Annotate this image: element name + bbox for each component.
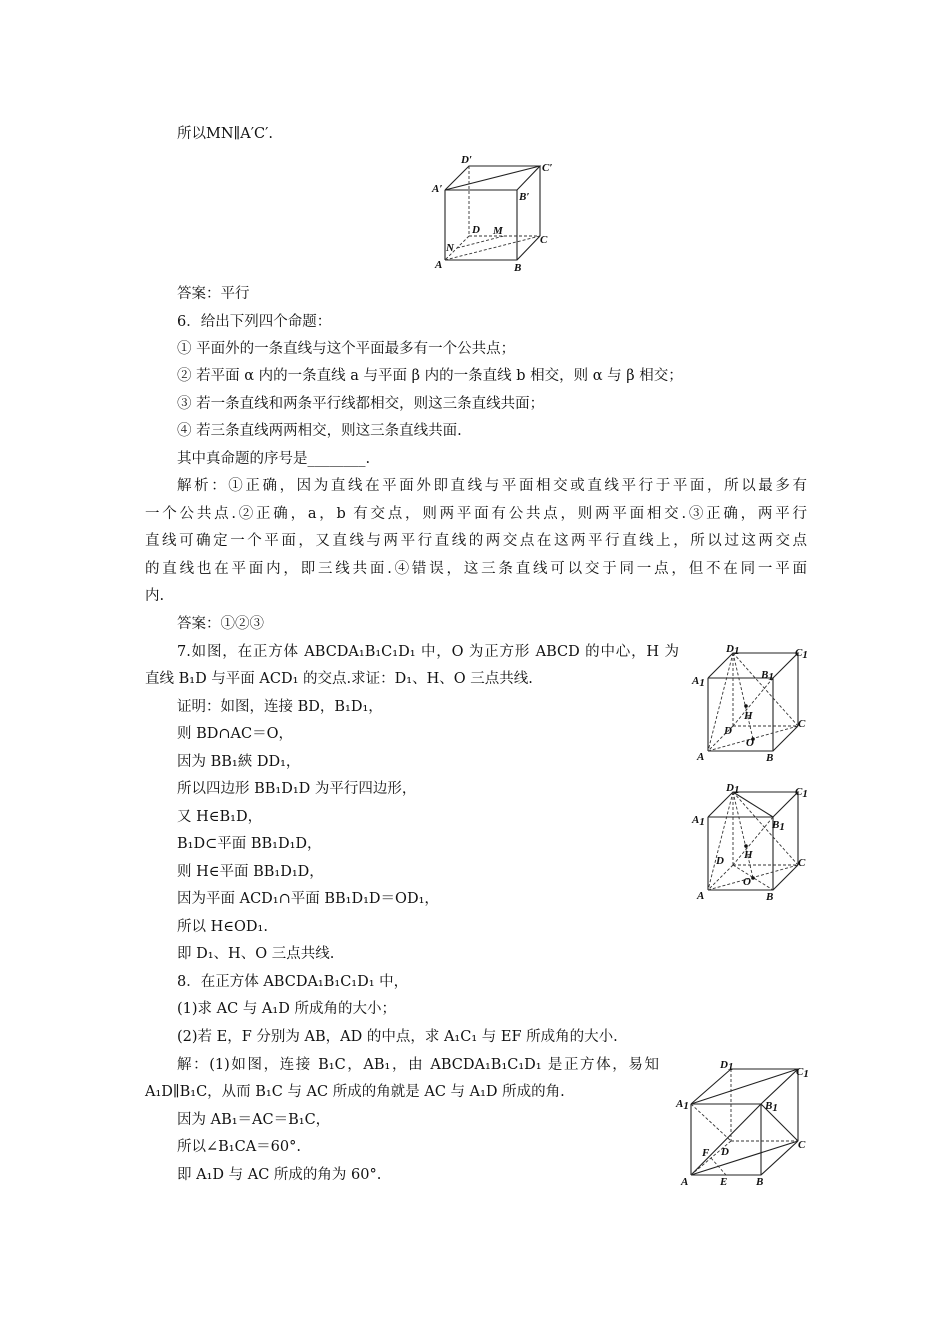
text-line: ④ 若三条直线两两相交，则这三条直线共面.	[177, 423, 462, 439]
label-O: O	[743, 876, 751, 888]
label-A1: A1	[692, 814, 705, 828]
label-D1: D1	[726, 782, 740, 796]
label-C1: C1	[795, 647, 808, 661]
text-line: 因为 BB₁綊 DD₁，	[177, 754, 301, 770]
label-D: D	[716, 855, 724, 867]
text-line: 证明：如图，连接 BD，B₁D₁，	[177, 699, 383, 715]
label-C: C	[798, 1139, 806, 1151]
text-line: 答案：①②③	[177, 616, 264, 632]
text-line: 6．给出下列四个命题：	[177, 314, 332, 330]
label-D: D	[724, 725, 732, 737]
label-D: D	[721, 1146, 729, 1158]
text-line: (1)求 AC 与 A₁D 所成角的大小；	[177, 1001, 396, 1017]
label-B1: B′	[519, 191, 530, 203]
text-line: 内.	[145, 588, 165, 604]
label-A1: A′	[432, 183, 443, 195]
label-O: O	[746, 737, 754, 749]
text-line: 因为 AB₁＝AC＝B₁C，	[177, 1112, 331, 1128]
text-line: 所以∠B₁CA＝60°.	[177, 1139, 301, 1155]
text-line: ③ 若一条直线和两条平行线都相交，则这三条直线共面；	[177, 396, 545, 412]
label-D1: D1	[726, 643, 740, 657]
label-D1: D1	[720, 1059, 734, 1073]
text-line: ① 平面外的一条直线与这个平面最多有一个公共点；	[177, 341, 516, 357]
text-line: 所以四边形 BB₁D₁D 为平行四边形，	[177, 781, 417, 797]
text-line: 因为平面 ACD₁∩平面 BB₁D₁D＝OD₁，	[177, 891, 439, 907]
text-line: 解析：①正确，因为直线在平面外即直线与平面相交或直线平行于平面，所以最多有	[177, 478, 807, 494]
cube-figure-3	[688, 782, 813, 902]
label-F: F	[702, 1147, 710, 1159]
label-C: C	[798, 857, 806, 869]
label-D1: D′	[461, 154, 473, 166]
label-B: B	[514, 262, 522, 274]
label-M: M	[493, 225, 503, 237]
text-line: 直线可确定一个平面，又直线与两平行直线的两交点在这两平行直线上，所以过这两交点	[145, 533, 807, 549]
label-H: H	[744, 849, 753, 861]
text-line: 则 BD∩AC＝O，	[177, 726, 293, 742]
label-B: B	[756, 1176, 764, 1188]
text-line: 答案：平行	[177, 286, 250, 302]
label-H: H	[744, 710, 753, 722]
label-A: A	[697, 751, 705, 763]
label-A: A	[697, 890, 705, 902]
text-line: (2)若 E，F 分别为 AB，AD 的中点，求 A₁C₁ 与 EF 所成角的大小.	[177, 1029, 618, 1045]
label-C: C	[798, 718, 806, 730]
text-line: 则 H∈平面 BB₁D₁D，	[177, 864, 324, 880]
label-E: E	[720, 1176, 728, 1188]
text-line: A₁D∥B₁C，从而 B₁C 与 AC 所成的角就是 AC 与 A₁D 所成的角.	[145, 1084, 565, 1100]
text-line: 一个公共点.②正确，a，b 有交点，则两平面有公共点，则两平面相交.③正确，两平行	[145, 506, 807, 522]
cube-figure-4	[676, 1057, 816, 1187]
label-C: C	[540, 234, 548, 246]
label-C1: C1	[796, 1066, 809, 1080]
text-line: 又 H∈B₁D，	[177, 809, 263, 825]
cube-figure-2	[688, 643, 813, 763]
label-A1: A1	[676, 1098, 689, 1112]
text-line: 即 D₁、H、O 三点共线.	[177, 946, 335, 962]
label-B1: B1	[772, 819, 785, 833]
label-B: B	[766, 752, 774, 764]
label-B1: B1	[761, 669, 774, 683]
text-line: ② 若平面 α 内的一条直线 a 与平面 β 内的一条直线 b 相交，则 α 与 β 相交；	[177, 368, 683, 384]
label-A: A	[681, 1176, 689, 1188]
label-A: A	[435, 259, 443, 271]
text-line: 所以MN∥A′C′.	[177, 126, 273, 142]
label-B1: B1	[765, 1100, 778, 1114]
text-line: B₁D⊂平面 BB₁D₁D，	[177, 836, 322, 852]
text-line: 所以 H∈OD₁.	[177, 919, 268, 935]
text-line: 7.如图，在正方体 ABCDA₁B₁C₁D₁ 中，O 为正方形 ABCD 的中心，H 为	[177, 644, 679, 660]
label-C1: C′	[542, 162, 553, 174]
text-line: 8．在正方体 ABCDA₁B₁C₁D₁ 中，	[177, 974, 409, 990]
label-B: B	[766, 891, 774, 903]
label-N: N	[446, 242, 454, 254]
label-A1: A1	[692, 675, 705, 689]
text-line: 直线 B₁D 与平面 ACD₁ 的交点.求证：D₁、H、O 三点共线.	[145, 671, 533, 687]
text-line: 其中真命题的序号是________.	[177, 451, 371, 467]
text-line: 解：(1)如图，连接 B₁C，AB₁，由 ABCDA₁B₁C₁D₁ 是正方体，易知	[177, 1057, 659, 1073]
text-line: 即 A₁D 与 AC 所成的角为 60°.	[177, 1167, 382, 1183]
text-line: 的直线也在平面内，即三线共面.④错误，这三条直线可以交于同一点，但不在同一平面	[145, 561, 807, 577]
cube-figure-1	[430, 150, 555, 275]
label-D: D	[472, 224, 480, 236]
label-C1: C1	[795, 786, 808, 800]
